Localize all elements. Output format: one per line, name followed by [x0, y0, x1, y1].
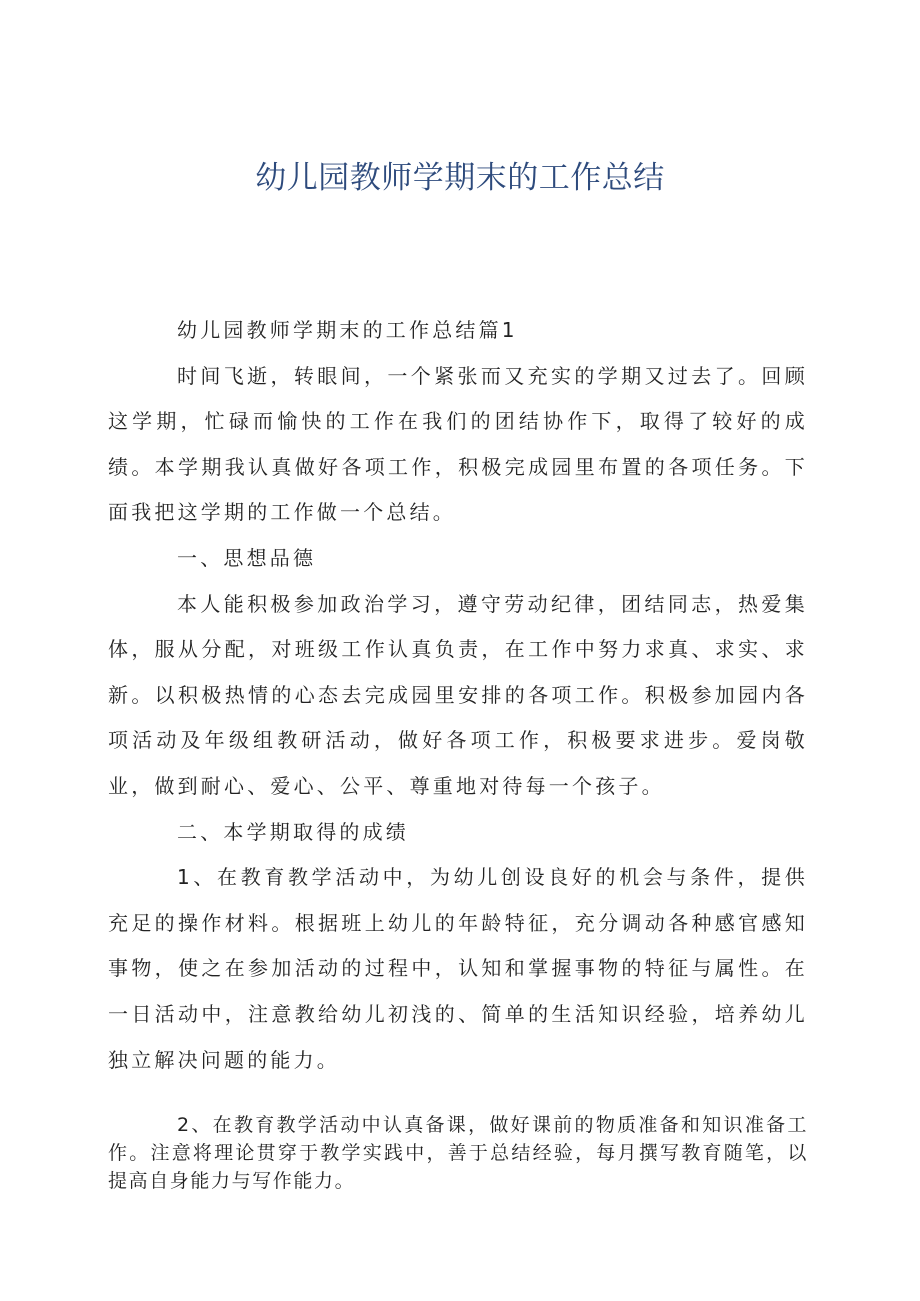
- achievement-item-1: 1、在教育教学活动中，为幼儿创设良好的机会与条件，提供充足的操作材料。根据班上幼儿的年龄特征，充分调动各种感官感知事物，使之在参加活动的过程中，认知和掌握事物的特征与属性。在一日活动中，注意教给幼儿初浅的、简单的生活知识经验，培养幼儿独立解决问题的能力。: [108, 865, 808, 1072]
- section-heading-ideology: 一、思想品德: [177, 545, 317, 570]
- section-heading-achievements: 二、本学期取得的成绩: [177, 819, 409, 844]
- section-heading-part1: 幼儿园教师学期末的工作总结篇1: [177, 318, 518, 342]
- document-title: 幼儿园教师学期末的工作总结: [255, 160, 665, 196]
- ideology-paragraph: 本人能积极参加政治学习，遵守劳动纪律，团结同志，热爱集体，服从分配，对班级工作认真负责，在工作中努力求真、求实、求新。以积极热情的心态去完成园里安排的各项工作。积极参加园内各项活动及年级组教研活动，做好各项工作，积极要求进步。爱岗敬业，做到耐心、爱心、公平、尊重地对待每一个孩子。: [108, 591, 808, 798]
- intro-paragraph: 时间飞逝，转眼间，一个紧张而又充实的学期又过去了。回顾这学期，忙碌而愉快的工作在我们的团结协作下，取得了较好的成绩。本学期我认真做好各项工作，积极完成园里布置的各项任务。下面我把这学期的工作做一个总结。: [108, 363, 808, 525]
- achievement-item-2: 2、在教育教学活动中认真备课，做好课前的物质准备和知识准备工作。注意将理论贯穿于教学实践中，善于总结经验，每月撰写教育随笔，以提高自身能力与写作能力。: [108, 1114, 808, 1193]
- document-body: [108, 308, 808, 1195]
